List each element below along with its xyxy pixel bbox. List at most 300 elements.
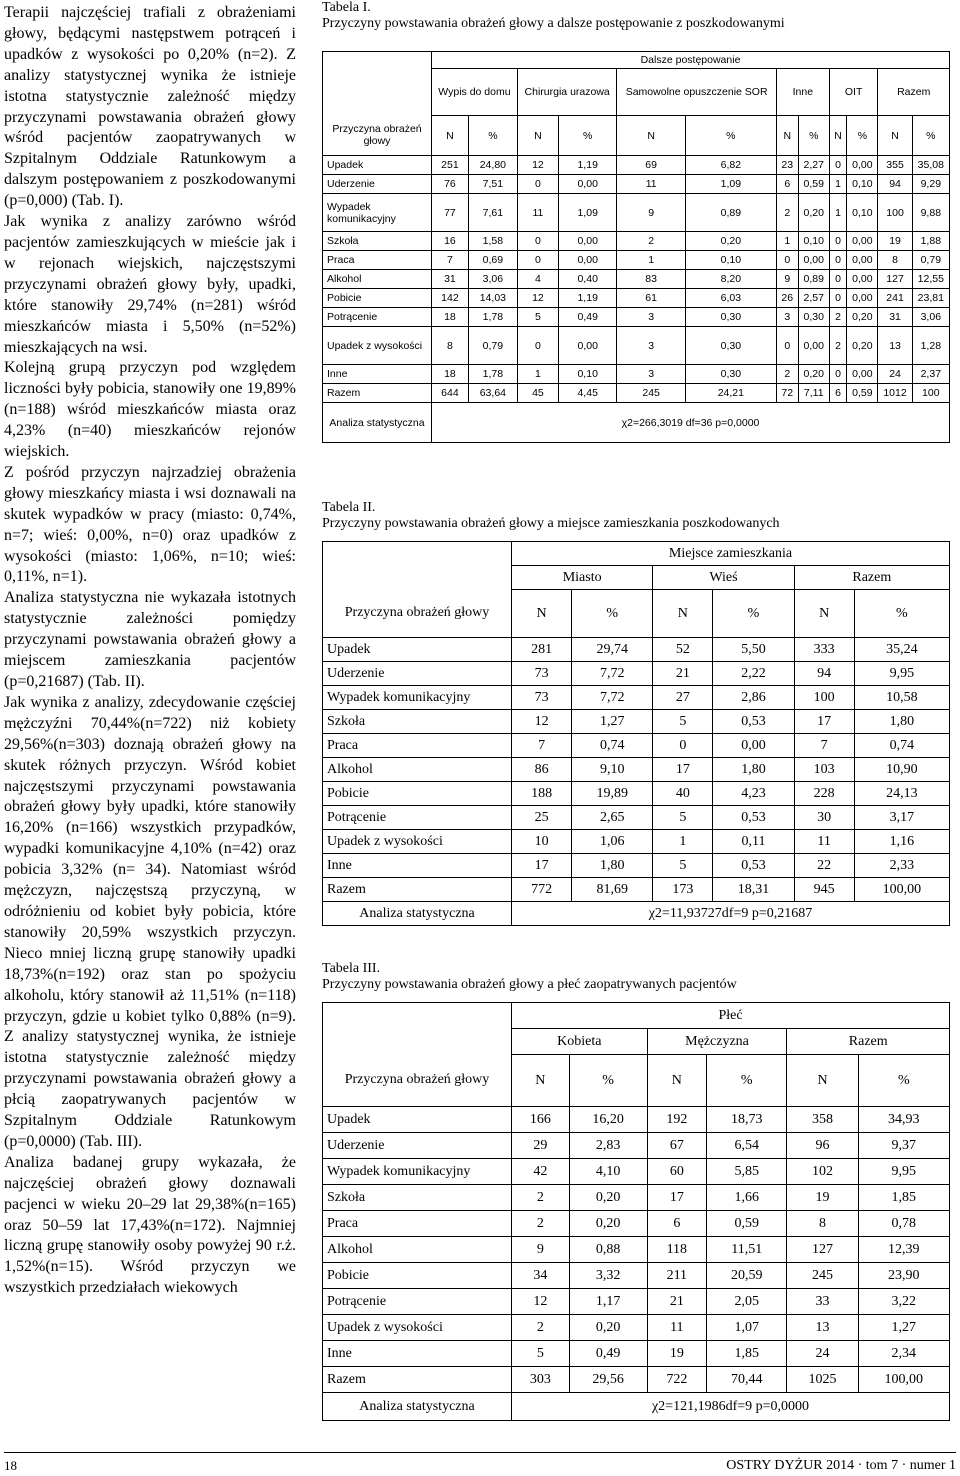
table-cell: 10: [512, 830, 572, 854]
table-cell: 0,20: [569, 1315, 647, 1341]
table-cell: 303: [512, 1367, 570, 1393]
table-cell: 0: [776, 327, 798, 365]
table-2-sub: %: [572, 590, 653, 638]
table-cell: 24,80: [468, 156, 517, 175]
table-1-col-header: Wypis do domu: [432, 69, 518, 116]
table-cell: 1,27: [572, 710, 653, 734]
table-cell: 7,72: [572, 686, 653, 710]
row-label: Upadek z wysokości: [323, 327, 432, 365]
table-cell: 13: [878, 327, 912, 365]
table-cell: 23,90: [858, 1263, 949, 1289]
table-3-stat-label: Analiza statystyczna: [323, 1393, 512, 1421]
table-3-stat-value: χ2=121,1986df=9 p=0,0000: [512, 1393, 950, 1421]
table-cell: 17: [653, 758, 713, 782]
table-cell: 3: [617, 327, 685, 365]
table-cell: 60: [647, 1159, 707, 1185]
table-cell: 70,44: [707, 1367, 787, 1393]
table-2-sub: N: [794, 590, 854, 638]
table-row: [323, 175, 950, 194]
table-cell: 245: [787, 1263, 858, 1289]
row-label: Pobicie: [323, 782, 512, 806]
table-cell: 2,27: [798, 156, 829, 175]
table-cell: 0,53: [713, 854, 794, 878]
table-cell: 6,54: [707, 1133, 787, 1159]
table-cell: 2: [512, 1211, 570, 1237]
row-label: Wypadek komunikacyjny: [323, 686, 512, 710]
table-cell: 26: [776, 289, 798, 308]
table-cell: 0,20: [847, 327, 878, 365]
table-row: [323, 878, 950, 902]
table-cell: 6,82: [685, 156, 776, 175]
table-cell: 0,88: [569, 1237, 647, 1263]
table-1-sub: N: [829, 116, 847, 156]
table-cell: 7,72: [572, 662, 653, 686]
row-label: Uderzenie: [323, 175, 432, 194]
table-1-col-header: Samowolne opuszczenie SOR: [617, 69, 776, 116]
table-3-block: [322, 961, 950, 1421]
table-cell: 0,00: [713, 734, 794, 758]
table-cell: 0: [829, 270, 847, 289]
table-cell: 1,85: [858, 1185, 949, 1211]
table-1-group-header: Dalsze postępowanie: [432, 52, 950, 69]
table-cell: 0,30: [685, 365, 776, 384]
row-label: Razem: [323, 878, 512, 902]
table-cell: 0: [653, 734, 713, 758]
table-cell: 11,51: [707, 1237, 787, 1263]
table-cell: 5: [517, 308, 558, 327]
table-2-label: Tabela II.: [322, 500, 376, 515]
row-label: Alkohol: [323, 270, 432, 289]
table-cell: 45: [517, 384, 558, 403]
table-cell: 1,17: [569, 1289, 647, 1315]
table-2-corner: [323, 542, 512, 590]
table-cell: 5: [653, 806, 713, 830]
row-label: Praca: [323, 734, 512, 758]
table-row: [323, 854, 950, 878]
row-label: Uderzenie: [323, 1133, 512, 1159]
table-cell: 5,85: [707, 1159, 787, 1185]
table-row: [323, 156, 950, 175]
table-cell: 0,00: [847, 156, 878, 175]
table-cell: 29: [512, 1133, 570, 1159]
paragraph: Kolejną grupą przyczyn pod względem liczności były pobicia, stanowiły one 19,89% (n=188) wśród mieszkańców miasta oraz 4,23% (n=40) mieszkańców rejonów wiejskich.: [4, 359, 296, 461]
table-cell: 100: [878, 194, 912, 232]
table-cell: 24,13: [854, 782, 949, 806]
table-1-sub: N: [878, 116, 912, 156]
row-label: Potrącenie: [323, 308, 432, 327]
table-cell: 14,03: [468, 289, 517, 308]
table-cell: 34,93: [858, 1107, 949, 1133]
table-cell: 0,00: [558, 251, 616, 270]
table-cell: 27: [653, 686, 713, 710]
page-number: 18: [4, 1458, 17, 1473]
table-cell: 40: [653, 782, 713, 806]
table-cell: 12,39: [858, 1237, 949, 1263]
table-cell: 2,86: [713, 686, 794, 710]
table-cell: 644: [432, 384, 469, 403]
table-cell: 0,49: [558, 308, 616, 327]
table-cell: 0: [517, 251, 558, 270]
table-cell: 0,10: [847, 175, 878, 194]
table-cell: 11: [794, 830, 854, 854]
table-cell: 7: [512, 734, 572, 758]
table-cell: 6,03: [685, 289, 776, 308]
table-cell: 73: [512, 662, 572, 686]
table-cell: 0,20: [685, 232, 776, 251]
table-cell: 1,28: [912, 327, 949, 365]
table-row: [323, 1211, 950, 1237]
table-row: [323, 1289, 950, 1315]
table-3-col-header: Kobieta: [512, 1029, 648, 1055]
row-label: Upadek: [323, 638, 512, 662]
table-cell: 6: [647, 1211, 707, 1237]
table-3-body: [323, 1107, 950, 1393]
table-cell: 358: [787, 1107, 858, 1133]
table-cell: 2,37: [912, 365, 949, 384]
table-row: [323, 638, 950, 662]
table-cell: 1,09: [558, 194, 616, 232]
table-row: [323, 308, 950, 327]
table-cell: 8: [787, 1211, 858, 1237]
table-cell: 21: [653, 662, 713, 686]
table-cell: 0,89: [685, 194, 776, 232]
table-1-sub: N: [432, 116, 469, 156]
table-cell: 7: [432, 251, 469, 270]
table-cell: 0: [829, 289, 847, 308]
table-cell: 31: [432, 270, 469, 289]
row-label: Uderzenie: [323, 662, 512, 686]
footer-rule: [4, 1452, 956, 1453]
table-2-body: [323, 638, 950, 902]
table-cell: 11: [517, 194, 558, 232]
table-row: [323, 327, 950, 365]
table-cell: 23: [776, 156, 798, 175]
table-3-sub: N: [647, 1055, 707, 1107]
table-cell: 102: [787, 1159, 858, 1185]
table-cell: 2,65: [572, 806, 653, 830]
table-cell: 21: [647, 1289, 707, 1315]
page-footer: [0, 1458, 960, 1476]
table-cell: 31: [878, 308, 912, 327]
table-cell: 1,19: [558, 156, 616, 175]
table-1-label: Tabela I.: [322, 0, 371, 15]
table-2-block: [322, 500, 950, 926]
table-cell: 211: [647, 1263, 707, 1289]
table-row: [323, 830, 950, 854]
table-cell: 0,20: [569, 1185, 647, 1211]
table-1-corner: [323, 52, 432, 116]
table-row: [323, 1315, 950, 1341]
table-cell: 0,79: [468, 327, 517, 365]
row-label: Wypadek komunikacyjny: [323, 1159, 512, 1185]
table-cell: 42: [512, 1159, 570, 1185]
table-row: [323, 1185, 950, 1211]
table-1-title: Przyczyny powstawania obrażeń głowy a dalsze postępowanie z poszkodowanymi: [322, 16, 785, 31]
table-cell: 5: [653, 854, 713, 878]
table-cell: 10,90: [854, 758, 949, 782]
table-cell: 142: [432, 289, 469, 308]
table-cell: 12,55: [912, 270, 949, 289]
table-cell: 9: [776, 270, 798, 289]
table-1-col-header: Inne: [776, 69, 829, 116]
table-cell: 12: [517, 289, 558, 308]
table-2-title: Przyczyny powstawania obrażeń głowy a miejsce zamieszkania poszkodowanych: [322, 516, 780, 531]
table-cell: 0: [829, 365, 847, 384]
table-cell: 23,81: [912, 289, 949, 308]
table-cell: 17: [647, 1185, 707, 1211]
table-cell: 63,64: [468, 384, 517, 403]
table-3-sub: N: [512, 1055, 570, 1107]
table-cell: 24: [878, 365, 912, 384]
table-cell: 3: [776, 308, 798, 327]
table-cell: 6: [776, 175, 798, 194]
table-cell: 9: [617, 194, 685, 232]
table-cell: 0,11: [713, 830, 794, 854]
table-cell: 9,88: [912, 194, 949, 232]
table-1-row-header: Przyczyna obrażeń głowy: [323, 116, 432, 156]
table-cell: 0: [517, 327, 558, 365]
table-cell: 2,05: [707, 1289, 787, 1315]
table-cell: 81,69: [572, 878, 653, 902]
table-cell: 0,10: [798, 232, 829, 251]
table-cell: 9: [512, 1237, 570, 1263]
table-2-sub: %: [854, 590, 949, 638]
table-2-col-header: Wieś: [653, 566, 794, 590]
table-1: [322, 51, 950, 443]
table-2: [322, 541, 950, 926]
table-cell: 4,10: [569, 1159, 647, 1185]
table-cell: 1,80: [572, 854, 653, 878]
table-1-sub: %: [847, 116, 878, 156]
table-cell: 9,10: [572, 758, 653, 782]
table-row: [323, 734, 950, 758]
table-cell: 96: [787, 1133, 858, 1159]
row-label: Potrącenie: [323, 1289, 512, 1315]
table-cell: 35,24: [854, 638, 949, 662]
table-cell: 4,45: [558, 384, 616, 403]
table-cell: 7,51: [468, 175, 517, 194]
row-label: Upadek z wysokości: [323, 1315, 512, 1341]
table-cell: 73: [512, 686, 572, 710]
table-cell: 722: [647, 1367, 707, 1393]
table-row: [323, 662, 950, 686]
table-cell: 94: [878, 175, 912, 194]
table-cell: 1,78: [468, 365, 517, 384]
table-cell: 29,74: [572, 638, 653, 662]
table-cell: 67: [647, 1133, 707, 1159]
table-cell: 0,10: [685, 251, 776, 270]
table-cell: 333: [794, 638, 854, 662]
table-cell: 100: [912, 384, 949, 403]
table-cell: 83: [617, 270, 685, 289]
table-1-sub: N: [776, 116, 798, 156]
table-cell: 8: [878, 251, 912, 270]
table-cell: 6: [829, 384, 847, 403]
table-cell: 16,20: [569, 1107, 647, 1133]
table-cell: 94: [794, 662, 854, 686]
table-cell: 1012: [878, 384, 912, 403]
table-cell: 0,00: [847, 289, 878, 308]
table-cell: 19,89: [572, 782, 653, 806]
table-cell: 3,17: [854, 806, 949, 830]
table-cell: 77: [432, 194, 469, 232]
table-cell: 10,58: [854, 686, 949, 710]
table-2-col-header: Miasto: [512, 566, 653, 590]
row-label: Wypadek komunikacyjny: [323, 194, 432, 232]
table-2-sub: N: [512, 590, 572, 638]
table-cell: 18: [432, 308, 469, 327]
journal-info: OSTRY DYŻUR 2014 · tom 7 · numer 1: [726, 1458, 956, 1473]
table-cell: 86: [512, 758, 572, 782]
row-label: Szkoła: [323, 710, 512, 734]
table-cell: 0,00: [798, 251, 829, 270]
table-cell: 2: [512, 1315, 570, 1341]
row-label: Szkoła: [323, 232, 432, 251]
table-cell: 0,59: [847, 384, 878, 403]
table-cell: 127: [787, 1237, 858, 1263]
table-cell: 2: [776, 365, 798, 384]
table-cell: 17: [512, 854, 572, 878]
table-2-col-header: Razem: [794, 566, 949, 590]
table-cell: 0,00: [847, 365, 878, 384]
table-3-col-header: Razem: [787, 1029, 950, 1055]
table-cell: 0,10: [558, 365, 616, 384]
table-2-stat-label: Analiza statystyczna: [323, 902, 512, 926]
table-cell: 29,56: [569, 1367, 647, 1393]
table-2-sub: N: [653, 590, 713, 638]
table-row: [323, 806, 950, 830]
table-1-sub: %: [912, 116, 949, 156]
table-cell: 19: [878, 232, 912, 251]
table-cell: 945: [794, 878, 854, 902]
table-cell: 0,00: [558, 327, 616, 365]
table-cell: 2: [829, 308, 847, 327]
table-cell: 1025: [787, 1367, 858, 1393]
table-cell: 0,49: [569, 1341, 647, 1367]
table-1-col-header: OIT: [829, 69, 878, 116]
table-cell: 0,00: [558, 175, 616, 194]
table-cell: 3,06: [912, 308, 949, 327]
table-row: [323, 232, 950, 251]
table-cell: 9,37: [858, 1133, 949, 1159]
table-3-row-header: Przyczyna obrażeń głowy: [323, 1055, 512, 1107]
row-label: Inne: [323, 365, 432, 384]
table-row: [323, 251, 950, 270]
table-cell: 0,89: [798, 270, 829, 289]
table-cell: 9,29: [912, 175, 949, 194]
table-row: [323, 194, 950, 232]
table-cell: 192: [647, 1107, 707, 1133]
table-cell: 2: [512, 1185, 570, 1211]
table-cell: 0,00: [847, 251, 878, 270]
table-cell: 18: [432, 365, 469, 384]
table-3-corner: [323, 1003, 512, 1055]
table-3-sub: %: [707, 1055, 787, 1107]
table-cell: 69: [617, 156, 685, 175]
table-cell: 245: [617, 384, 685, 403]
table-cell: 1,80: [713, 758, 794, 782]
table-cell: 0,30: [798, 308, 829, 327]
table-row: [323, 1237, 950, 1263]
table-cell: 103: [794, 758, 854, 782]
table-cell: 4: [517, 270, 558, 289]
table-cell: 61: [617, 289, 685, 308]
table-1-sub: N: [517, 116, 558, 156]
table-cell: 0: [517, 232, 558, 251]
table-cell: 0,00: [847, 232, 878, 251]
table-cell: 1: [829, 175, 847, 194]
table-cell: 24: [787, 1341, 858, 1367]
table-cell: 1,85: [707, 1341, 787, 1367]
table-row: [323, 710, 950, 734]
table-cell: 355: [878, 156, 912, 175]
row-label: Inne: [323, 854, 512, 878]
table-cell: 100,00: [854, 878, 949, 902]
table-cell: 1,19: [558, 289, 616, 308]
table-row: [323, 758, 950, 782]
table-cell: 8: [432, 327, 469, 365]
table-cell: 4,23: [713, 782, 794, 806]
table-cell: 8,20: [685, 270, 776, 289]
table-row: [323, 1263, 950, 1289]
table-1-sub: %: [798, 116, 829, 156]
table-cell: 1: [617, 251, 685, 270]
table-cell: 12: [512, 1289, 570, 1315]
table-cell: 127: [878, 270, 912, 289]
row-label: Razem: [323, 384, 432, 403]
table-cell: 7,61: [468, 194, 517, 232]
table-3-title: Przyczyny powstawania obrażeń głowy a płeć zaopatrywanych pacjentów: [322, 977, 737, 992]
table-cell: 1,78: [468, 308, 517, 327]
table-cell: 2,83: [569, 1133, 647, 1159]
table-cell: 0: [829, 156, 847, 175]
table-cell: 3: [617, 308, 685, 327]
table-row: [323, 270, 950, 289]
table-2-row-header: Przyczyna obrażeń głowy: [323, 590, 512, 638]
table-1-sub: %: [558, 116, 616, 156]
table-cell: 0,53: [713, 710, 794, 734]
table-cell: 34: [512, 1263, 570, 1289]
table-row: [323, 1133, 950, 1159]
table-cell: 228: [794, 782, 854, 806]
table-cell: 0,79: [912, 251, 949, 270]
table-cell: 7,11: [798, 384, 829, 403]
table-1-block: [322, 0, 954, 443]
table-cell: 0,59: [798, 175, 829, 194]
table-cell: 22: [794, 854, 854, 878]
table-cell: 166: [512, 1107, 570, 1133]
table-cell: 0,00: [558, 232, 616, 251]
table-cell: 0,40: [558, 270, 616, 289]
table-row: [323, 1367, 950, 1393]
table-cell: 13: [787, 1315, 858, 1341]
table-row: [323, 365, 950, 384]
table-cell: 33: [787, 1289, 858, 1315]
table-cell: 0,74: [854, 734, 949, 758]
table-cell: 0,69: [468, 251, 517, 270]
table-cell: 0,30: [685, 327, 776, 365]
table-cell: 0,20: [569, 1211, 647, 1237]
body-text-column: [4, 3, 296, 1299]
table-2-stat-value: χ2=11,93727df=9 p=0,21687: [512, 902, 950, 926]
table-cell: 2,34: [858, 1341, 949, 1367]
table-3-label: Tabela III.: [322, 961, 381, 976]
table-cell: 0,30: [685, 308, 776, 327]
table-cell: 1,09: [685, 175, 776, 194]
table-cell: 188: [512, 782, 572, 806]
row-label: Upadek: [323, 156, 432, 175]
table-1-col-header: Razem: [878, 69, 950, 116]
